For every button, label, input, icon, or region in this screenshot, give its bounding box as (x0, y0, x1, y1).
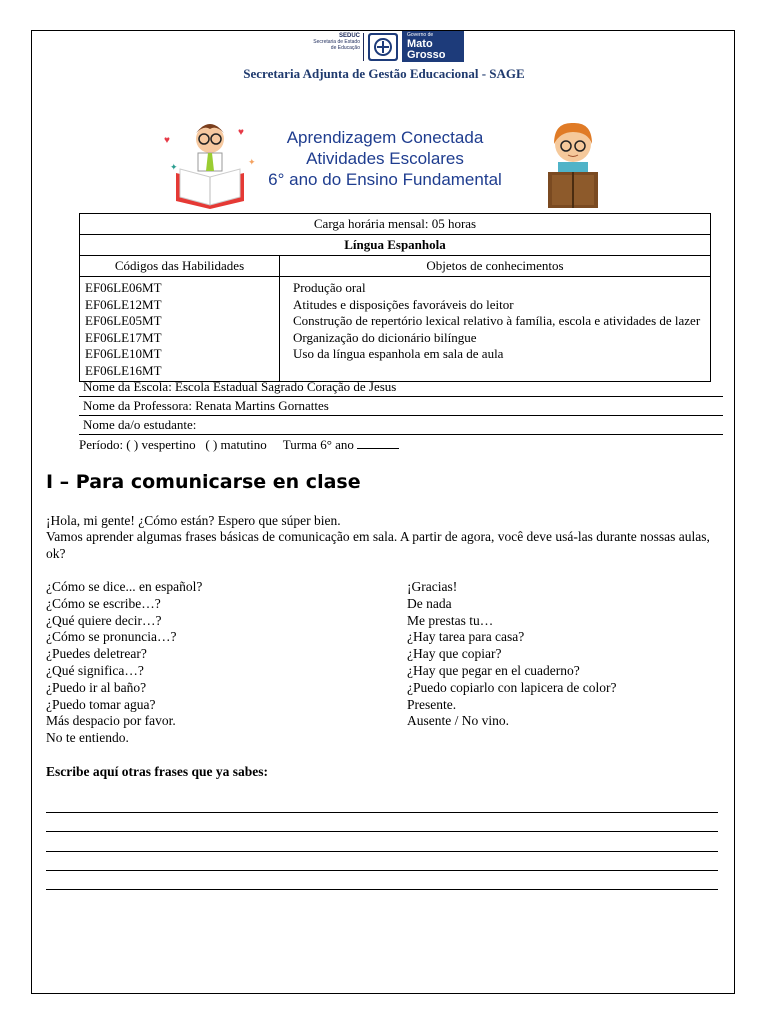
state-seal-icon (368, 33, 398, 61)
subject-row: Língua Espanhola (80, 235, 710, 256)
girl-reading-book-icon (540, 120, 606, 212)
phrase-item: ¿Puedo copiarlo con lapicera de color? (407, 679, 617, 695)
object-item: Construção de repertório lexical relativo à família, escola e atividades de lazer (293, 313, 701, 328)
phrase-item: ¿Cómo se dice... en español? (46, 579, 203, 594)
skills-table (79, 213, 711, 382)
phrase-item: ¿Puedo tomar agua? (46, 696, 156, 712)
phrase-item: ¿Cómo se escribe…? (46, 595, 161, 611)
seduc-logo-text: SEDUC Secretaria de Estado de Educação (313, 33, 360, 51)
writing-line[interactable] (46, 889, 718, 890)
phrase-item: ¿Qué significa…? (46, 662, 144, 678)
banner-title: Aprendizagem Conectada Atividades Escolares 6° ano do Ensino Fundamental (268, 128, 502, 189)
phrase-item: ¿Cómo se pronuncia…? (46, 629, 177, 645)
phrase-item: No te entiendo. (46, 730, 129, 746)
objects-list (280, 277, 710, 365)
school-name-field: Nome da Escola: Escola Estadual Sagrado Coração de Jesus (79, 378, 723, 397)
codes-header: Códigos das Habilidades (80, 256, 279, 277)
phrase-item: Me prestas tu… (407, 612, 494, 628)
intro-greeting: ¡Hola, mi gente! ¿Cómo están? Espero que súper bien. (46, 513, 341, 528)
phrase-item: ¿Puedo ir al baño? (46, 679, 147, 695)
svg-text:♥: ♥ (164, 135, 170, 146)
phrase-item: ¿Qué quiere decir…? (46, 612, 162, 628)
writing-line[interactable] (46, 851, 718, 852)
code-item: EF06LE17MT (85, 329, 162, 345)
svg-text:✦: ✦ (248, 157, 256, 167)
object-item: Uso da língua espanhola em sala de aula (293, 346, 504, 361)
phrase-item: ¿Hay tarea para casa? (407, 629, 525, 645)
object-item: Organização do dicionário bilíngue (293, 329, 477, 345)
student-name-field: Nome da/o estudante: (79, 416, 723, 435)
write-prompt: Escribe aquí otras frases que ya sabes: (46, 764, 268, 779)
mato-grosso-wordmark: Mato Grosso (407, 38, 446, 61)
government-logo (300, 31, 468, 63)
object-item: Atitudes e disposições favoráveis do leitor (293, 296, 514, 312)
code-item: EF06LE06MT (85, 280, 162, 295)
writing-line[interactable] (46, 831, 718, 832)
phrase-item: Más despacio por favor. (46, 713, 176, 729)
svg-text:✦: ✦ (170, 162, 178, 172)
code-item: EF06LE05MT (85, 313, 162, 328)
writing-line[interactable] (46, 812, 718, 813)
phrase-item: ¿Puedes deletrear? (46, 646, 147, 662)
intro-instructions: Vamos aprender algumas frases básicas de comunicação em sala. A partir de agora, você deve usá-las durante nossas aulas, ok? (46, 529, 710, 561)
phrase-item: De nada (407, 595, 452, 611)
phrases-right-column (407, 579, 617, 730)
workload-row: Carga horária mensal: 05 horas (80, 214, 710, 235)
gov-label: Governo de (407, 32, 434, 38)
svg-text:♥: ♥ (238, 127, 244, 138)
phrase-item: ¿Hay que copiar? (407, 646, 502, 662)
sage-heading: Secretaria Adjunta de Gestão Educacional - SAGE (243, 66, 525, 81)
phrase-item: ¿Hay que pegar en el cuaderno? (407, 662, 580, 678)
writing-line[interactable] (46, 870, 718, 871)
phrases-left-column (46, 579, 202, 747)
codes-list (80, 277, 279, 381)
phrase-item: ¡Gracias! (407, 579, 458, 594)
phrase-item: Presente. (407, 696, 457, 712)
code-item: EF06LE10MT (85, 346, 162, 361)
period-field: Período: ( ) vespertino ( ) matutino Turma 6° ano (79, 437, 399, 453)
teacher-name-field: Nome da Professora: Renata Martins Gornattes (79, 397, 723, 416)
code-item: EF06LE12MT (85, 296, 162, 312)
section-title: I – Para comunicarse en clase (46, 471, 361, 493)
objects-header: Objetos de conhecimentos (280, 256, 710, 277)
object-item: Produção oral (293, 280, 366, 295)
phrase-item: Ausente / No vino. (407, 713, 509, 729)
code-item: EF06LE16MT (85, 362, 162, 378)
